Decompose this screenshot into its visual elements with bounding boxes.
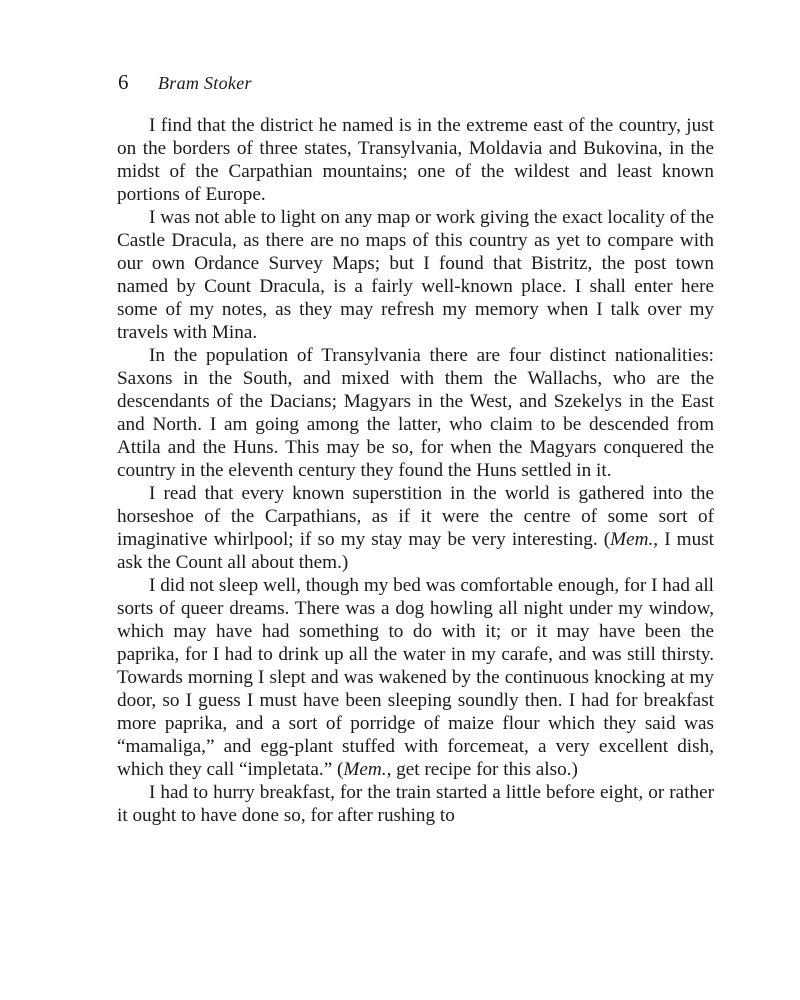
- paragraph-3: [117, 344, 714, 482]
- text-span: I read that every known superstition in the world is gathered into the horseshoe of the Carpathians, as if it were the centre of some sort of imaginative whirlpool; if so my stay may be very interesting. (: [117, 483, 714, 550]
- paragraph-1: [117, 114, 714, 206]
- memo-abbreviation: Mem.: [610, 529, 654, 550]
- memo-abbreviation: Mem.: [343, 759, 387, 780]
- running-title: Bram Stoker: [158, 73, 252, 93]
- paragraph-2: [117, 206, 714, 344]
- body-text: [117, 114, 714, 827]
- text-span: I find that the district he named is in the extreme east of the country, just on the borders of three states, Transylvania, Moldavia and Bukovina, in the midst of the Carpathian mountains; one of the wildest and least known portions of Europe.: [117, 115, 714, 205]
- running-head: [118, 70, 252, 96]
- text-span: In the population of Transylvania there are four distinct nationalities: Saxons in the South, and mixed with them the Wallachs, who are the descendants of the Dacians; Magyars in the West, and Szekelys in the East and North. I am going among the latter, who claim to be descended from Attila and the Huns. This may be so, for when the Magyars conquered the country in the eleventh century they found the Huns settled in it.: [117, 345, 714, 481]
- paragraph-5: [117, 574, 714, 781]
- paragraph-4: [117, 482, 714, 574]
- text-span: , I must ask the Count all about them.): [117, 529, 714, 573]
- paragraph-6: [117, 781, 714, 827]
- text-span: , get recipe for this also.): [386, 759, 578, 780]
- text-span: I had to hurry breakfast, for the train started a little before eight, or rather it ought to have done so, for after rushing to: [117, 782, 714, 826]
- page-number: 6: [118, 70, 129, 94]
- text-span: I was not able to light on any map or work giving the exact locality of the Castle Dracula, as there are no maps of this country as yet to compare with our own Ordance Survey Maps; but I found that Bistritz, the post town named by Count Dracula, is a fairly well-known place. I shall enter here some of my notes, as they may refresh my memory when I talk over my travels with Mina.: [117, 207, 714, 343]
- text-span: I did not sleep well, though my bed was comfortable enough, for I had all sorts of queer dreams. There was a dog howling all night under my window, which may have had something to do with it; or it may have been the paprika, for I had to drink up all the water in my carafe, and was still thirsty. Towards morning I slept and was wakened by the continuous knocking at my door, so I guess I must have been sleeping soundly then. I had for breakfast more paprika, and a sort of porridge of maize flour which they said was “mamaliga,” and egg-plant stuffed with forcemeat, a very excellent dish, which they call “impletata.” (: [117, 575, 714, 780]
